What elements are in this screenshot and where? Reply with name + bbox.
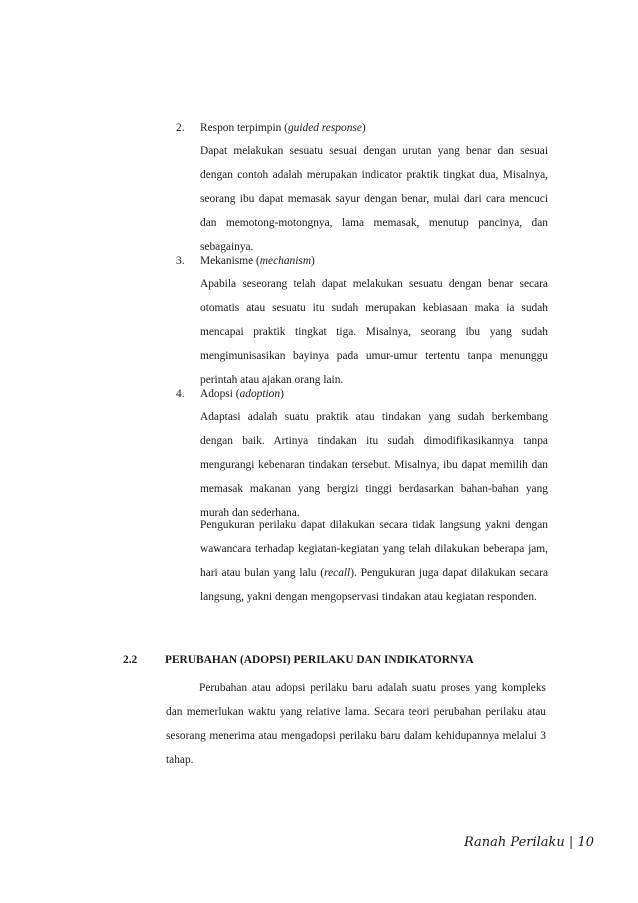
- term-italic: recall: [324, 566, 351, 579]
- body-paragraph: Pengukuran perilaku dapat dilakukan secara tidak langsung yakni dengan wawancara terhadap kegiatan-kegiatan yang telah dilakukan beberapa jam, hari atau bulan yang lalu (recall). Pengukuran juga dapat dilakukan secara langsung, yakni dengan mengopservasi tindakan atau kegiatan responden.: [200, 519, 548, 603]
- page-footer: Ranah Perilaku | 10: [463, 835, 594, 850]
- list-item-title: Mekanisme (mechanism): [200, 255, 315, 267]
- list-number: 4.: [176, 388, 185, 400]
- body-paragraph: Perubahan atau adopsi perilaku baru adalah suatu proses yang kompleks dan memerlukan waktu yang relative lama. Secara teori perubahan perilaku atau sesorang menerima atau mengadopsi perilaku baru dalam kehidupannya melalui 3 tahap.: [166, 682, 546, 766]
- term-italic: guided response: [287, 122, 362, 134]
- list-number: 2.: [176, 122, 185, 134]
- term-italic: mechanism: [259, 255, 312, 267]
- list-item-title: Adopsi (adoption): [200, 388, 284, 400]
- list-item-title: Respon terpimpin (guided response): [200, 122, 366, 134]
- section-title: PERUBAHAN (ADOPSI) PERILAKU DAN INDIKATORNYA: [165, 654, 474, 666]
- body-paragraph: Adaptasi adalah suatu praktik atau tindakan yang sudah berkembang dengan baik. Artinya tindakan itu sudah dimodifikasikannya tanpa mengurangi kebenaran tindakan tersebut. Misalnya, ibu dapat memilih dan memasak makanan yang bergizi tinggi berdasarkan bahan-bahan yang murah dan sederhana.: [200, 411, 548, 519]
- body-paragraph: Dapat melakukan sesuatu sesuai dengan urutan yang benar dan sesuai dengan contoh adalah merupakan indicator praktik tingkat dua, Misalnya, seorang ibu dapat memasak sayur dengan benar, mulai dari cara mencuci dan memotong-motongnya, lama memasak, menutup pancinya, dan sebagainya.: [200, 145, 548, 253]
- term-italic: adoption: [239, 388, 281, 400]
- list-number: 3.: [176, 255, 185, 267]
- body-paragraph: Apabila seseorang telah dapat melakukan sesuatu dengan benar secara otomatis atau sesuatu itu sudah merupakan kebiasaan maka ia sudah mencapai praktik tingkat tiga. Misalnya, seorang ibu yang sudah mengimunisasikan bayinya pada umur-umur tertentu tanpa menunggu perintah atau ajakan orang lain.: [200, 278, 548, 386]
- section-number: 2.2: [123, 654, 138, 666]
